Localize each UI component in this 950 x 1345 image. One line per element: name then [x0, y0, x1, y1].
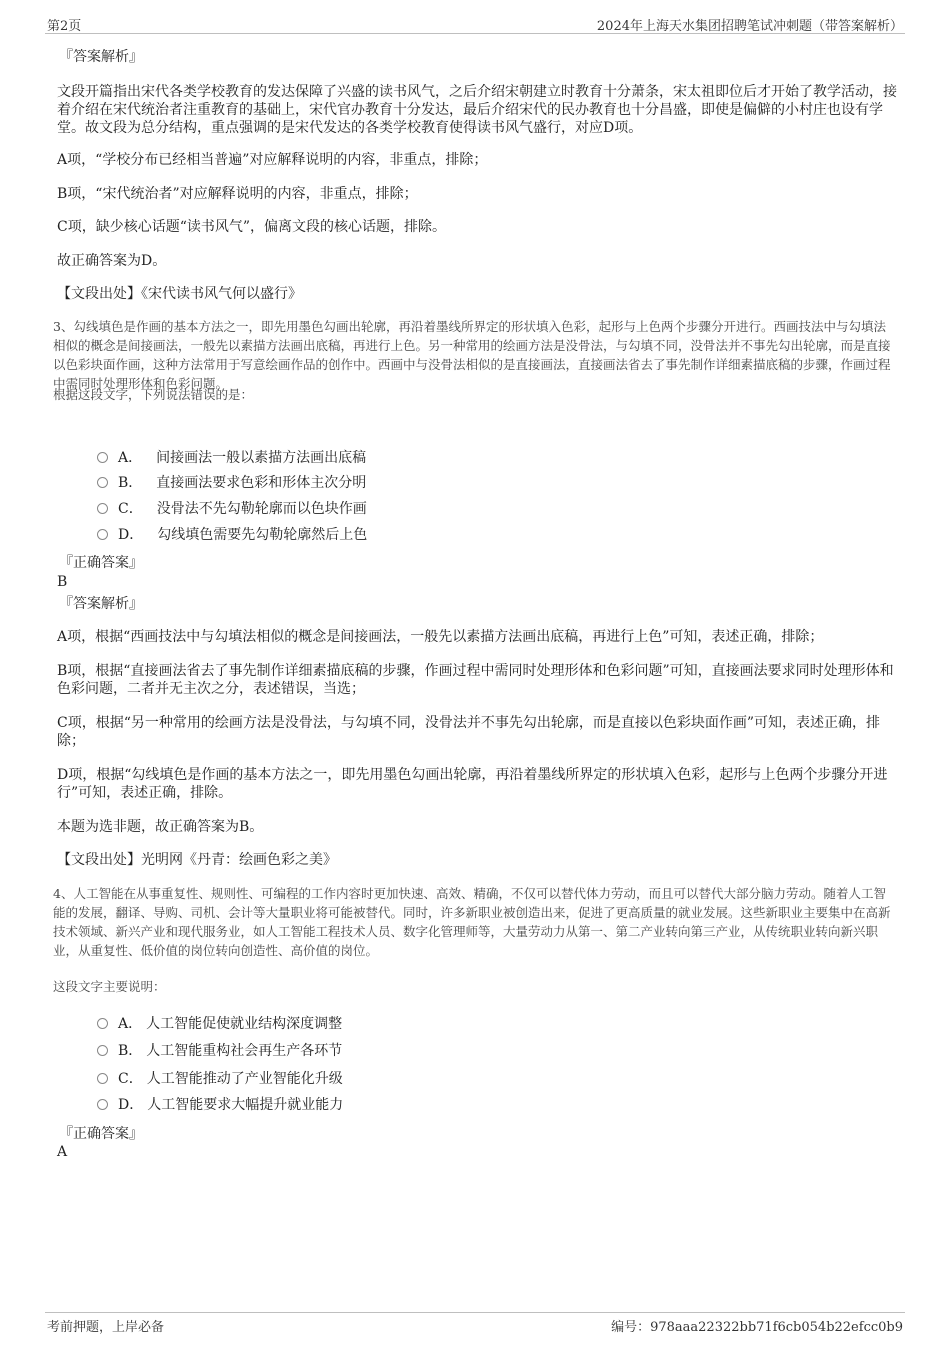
radio-button[interactable]	[97, 1073, 108, 1084]
footer-slogan: 考前押题，上岸必备	[47, 1320, 165, 1335]
q4-option-c[interactable]: C． 人工智能推动了产业智能化升级	[97, 1070, 343, 1088]
q3-option-d[interactable]: D． 勾线填色需要先勾勒轮廓然后上色	[97, 526, 367, 544]
q4-stem: 4、人工智能在从事重复性、规则性、可编程的工作内容时更加快速、高效、精确，不仅可以替代体力劳动，而且可以替代大部分脑力劳动。随着人工智能的发展，翻译、导购、司机、会计等大量职业将可能被替代。同时，许多新职业被创造出来，促进了更高质量的就业发展。这些新职业主要集中在高新技术领域、新兴产业和现代服务业，如人工智能工程技术人员、数字化管理师等，大量劳动力从第一、第二产业转向第三产业，从传统职业转向新兴职业，从重复性、低价值的岗位转向创造性、高价值的岗位。	[53, 886, 891, 958]
q4-question: 这段文字主要说明：	[53, 979, 166, 994]
q3-question: 根据这段文字，下列说法错误的是：	[53, 387, 254, 402]
document-code	[611, 1316, 903, 1335]
q4-answer-label: 『正确答案』	[59, 1126, 143, 1142]
q3-option-b[interactable]: B． 直接画法要求色彩和形体主次分明	[97, 474, 366, 492]
q3-conclusion: 本题为选非题，故正确答案为B。	[57, 819, 264, 835]
code-label: 编号：	[611, 1320, 651, 1335]
radio-button[interactable]	[97, 452, 108, 463]
q3-analysis-label: 『答案解析』	[59, 596, 143, 612]
q3-option-a[interactable]: A． 间接画法一般以素描方法画出底稿	[97, 449, 366, 467]
q4-option-d[interactable]: D． 人工智能要求大幅提升就业能力	[97, 1096, 343, 1114]
page-header	[45, 13, 905, 34]
q3-answer-label: 『正确答案』	[59, 555, 143, 571]
radio-button[interactable]	[97, 1099, 108, 1110]
code-value: 978aaa22322bb71f6cb054b22efcc0b9	[650, 1320, 903, 1335]
q2-analysis-text: 文段开篇指出宋代各类学校教育的发达保障了兴盛的读书风气，之后介绍宋朝建立时教育十分萧条，宋太祖即位后才开始了教学活动，接着介绍在宋代统治者注重教育的基础上，宋代官办教育十分发达，最后介绍宋代的民办教育也十分昌盛，即使是偏僻的小村庄也设有学堂。故文段为总分结构，重点强调的是宋代发达的各类学校教育使得读书风气盛行，对应D项。	[57, 84, 897, 136]
radio-button[interactable]	[97, 503, 108, 514]
q3-item-d: D项，根据“勾线填色是作画的基本方法之一，即先用墨色勾画出轮廓，再沿着墨线所界定的形状填入色彩，起形与上色两个步骤分开进行”可知，表述正确，排除。	[57, 767, 888, 801]
page-footer	[45, 1312, 905, 1335]
q3-answer: B	[57, 574, 68, 590]
q2-item-c: C项，缺少核心话题“读书风气”，偏离文段的核心话题，排除。	[57, 219, 447, 235]
q2-item-b: B项，“宋代统治者”对应解释说明的内容，非重点，排除；	[57, 186, 418, 202]
q4-answer: A	[57, 1144, 68, 1160]
radio-button[interactable]	[97, 529, 108, 540]
radio-button[interactable]	[97, 477, 108, 488]
q3-stem: 3、勾线填色是作画的基本方法之一，即先用墨色勾画出轮廓，再沿着墨线所界定的形状填入色彩，起形与上色两个步骤分开进行。西画技法中与勾填法相似的概念是间接画法，一般先以素描方法画出底稿，再进行上色。另一种常用的绘画方法是没骨法，与勾填不同，没骨法并不事先勾出轮廓，而是直接以色彩块面作画，这种方法常用于写意绘画作品的创作中。西画中与没骨法相似的是直接画法，直接画法省去了事先制作详细素描底稿的步骤，作画过程中需同时处理形体和色彩问题。	[53, 319, 891, 391]
q3-item-a: A项，根据“西画技法中与勾填法相似的概念是间接画法，一般先以素描方法画出底稿，再进行上色”可知，表述正确，排除；	[57, 629, 824, 645]
q4-option-a[interactable]: A． 人工智能促使就业结构深度调整	[97, 1015, 342, 1033]
q3-option-c[interactable]: C． 没骨法不先勾勒轮廓而以色块作画	[97, 500, 367, 518]
radio-button[interactable]	[97, 1045, 108, 1056]
document-title: 2024年上海天水集团招聘笔试冲刺题（带答案解析）	[596, 19, 903, 34]
q2-conclusion: 故正确答案为D。	[57, 253, 167, 269]
radio-button[interactable]	[97, 1018, 108, 1029]
q2-item-a: A项，“学校分布已经相当普遍”对应解释说明的内容，非重点，排除；	[57, 152, 488, 168]
q2-source: 【文段出处】《宋代读书风气何以盛行》	[57, 286, 302, 302]
q3-source: 【文段出处】光明网《丹青：绘画色彩之美》	[57, 852, 337, 868]
q2-analysis-label: 『答案解析』	[59, 49, 143, 65]
q3-item-b: B项，根据“直接画法省去了事先制作详细素描底稿的步骤，作画过程中需同时处理形体和色彩问题”可知，直接画法要求同时处理形体和色彩问题，二者并无主次之分，表述错误，当选；	[57, 663, 894, 697]
q4-option-b[interactable]: B． 人工智能重构社会再生产各环节	[97, 1042, 342, 1060]
page-number: 第2页	[47, 19, 82, 34]
q3-item-c: C项，根据“另一种常用的绘画方法是没骨法，与勾填不同，没骨法并不事先勾出轮廓，而是直接以色彩块面作画”可知，表述正确，排除；	[57, 715, 881, 749]
